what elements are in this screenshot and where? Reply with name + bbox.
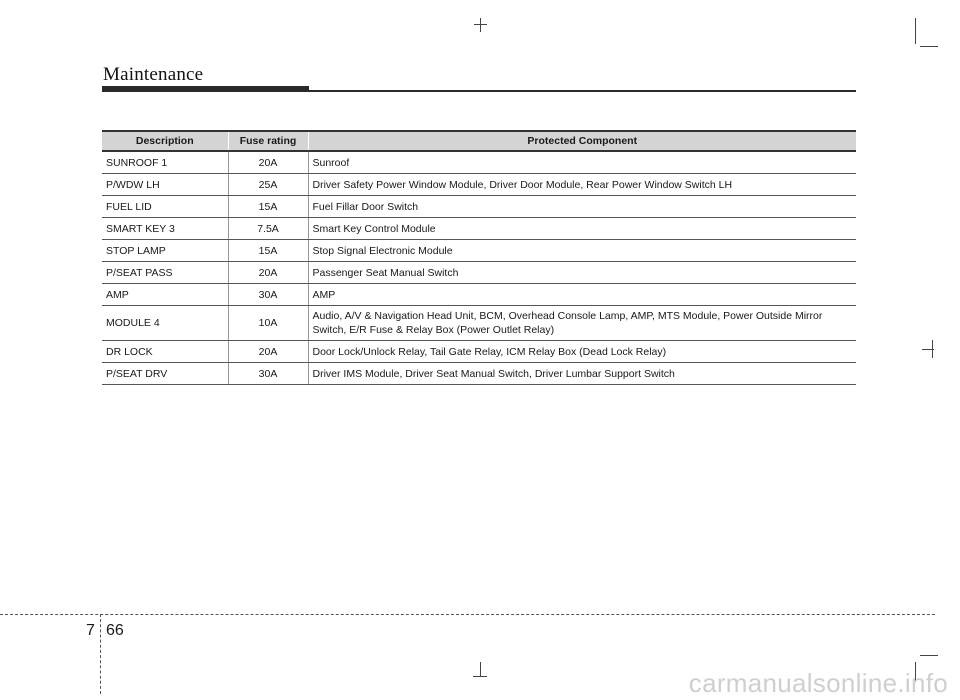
table-row — [102, 284, 856, 306]
crop-mark-bottom-center-h — [473, 676, 487, 677]
fuse-rating: 10A — [228, 306, 308, 341]
crop-mark-top-center-cross — [474, 24, 487, 25]
crop-mark-top-right-h — [920, 46, 938, 47]
table-row — [102, 196, 856, 218]
table-header-row — [102, 131, 856, 151]
fuse-description: SUNROOF 1 — [102, 151, 228, 174]
protected-component: Door Lock/Unlock Relay, Tail Gate Relay, ICM Relay Box (Dead Lock Relay) — [308, 341, 856, 363]
fuse-rating: 7.5A — [228, 218, 308, 240]
fuse-description: STOP LAMP — [102, 240, 228, 262]
fuse-description: P/SEAT DRV — [102, 363, 228, 385]
fuse-rating: 20A — [228, 262, 308, 284]
fuse-rating: 20A — [228, 341, 308, 363]
protected-component: Stop Signal Electronic Module — [308, 240, 856, 262]
table-row — [102, 363, 856, 385]
page-number: 66 — [106, 622, 124, 639]
fuse-rating: 15A — [228, 196, 308, 218]
fuse-description: MODULE 4 — [102, 306, 228, 341]
fuse-description: P/SEAT PASS — [102, 262, 228, 284]
footer-dashed-divider — [100, 614, 101, 694]
fuse-rating: 30A — [228, 363, 308, 385]
table-row — [102, 174, 856, 196]
title-rule-thick — [102, 86, 309, 92]
section-title: Maintenance — [103, 64, 204, 85]
fuse-table — [102, 130, 856, 385]
protected-component: Smart Key Control Module — [308, 218, 856, 240]
crop-mark-right-middle-h — [922, 349, 934, 350]
table-row — [102, 151, 856, 174]
protected-component: AMP — [308, 284, 856, 306]
crop-mark-bottom-right-h — [920, 655, 938, 656]
crop-mark-top-right — [915, 18, 916, 44]
fuse-description: SMART KEY 3 — [102, 218, 228, 240]
fuse-rating: 25A — [228, 174, 308, 196]
fuse-description: FUEL LID — [102, 196, 228, 218]
protected-component: Driver IMS Module, Driver Seat Manual Switch, Driver Lumbar Support Switch — [308, 363, 856, 385]
table-row — [102, 262, 856, 284]
column-header-description: Description — [102, 131, 228, 151]
footer-dashed-rule — [0, 614, 935, 615]
protected-component: Passenger Seat Manual Switch — [308, 262, 856, 284]
protected-component: Audio, A/V & Navigation Head Unit, BCM, Overhead Console Lamp, AMP, MTS Module, Power Outside Mirror Switch, E/R Fuse & Relay Box (Power Outlet Relay) — [308, 306, 856, 341]
column-header-fuse-rating: Fuse rating — [228, 131, 308, 151]
fuse-description: AMP — [102, 284, 228, 306]
protected-component: Sunroof — [308, 151, 856, 174]
fuse-rating: 15A — [228, 240, 308, 262]
fuse-description: P/WDW LH — [102, 174, 228, 196]
crop-mark-bottom-center — [480, 662, 481, 676]
fuse-description: DR LOCK — [102, 341, 228, 363]
table-row — [102, 306, 856, 341]
table-row — [102, 240, 856, 262]
protected-component: Driver Safety Power Window Module, Driver Door Module, Rear Power Window Switch LH — [308, 174, 856, 196]
site-watermark: carmanualsonline.info — [688, 668, 948, 698]
protected-component: Fuel Fillar Door Switch — [308, 196, 856, 218]
chapter-number: 7 — [86, 622, 95, 639]
fuse-rating: 20A — [228, 151, 308, 174]
table-row — [102, 218, 856, 240]
crop-mark-top-center — [480, 18, 481, 32]
table-row — [102, 341, 856, 363]
column-header-protected-component: Protected Component — [308, 131, 856, 151]
title-rule-thin — [309, 90, 856, 92]
fuse-rating: 30A — [228, 284, 308, 306]
